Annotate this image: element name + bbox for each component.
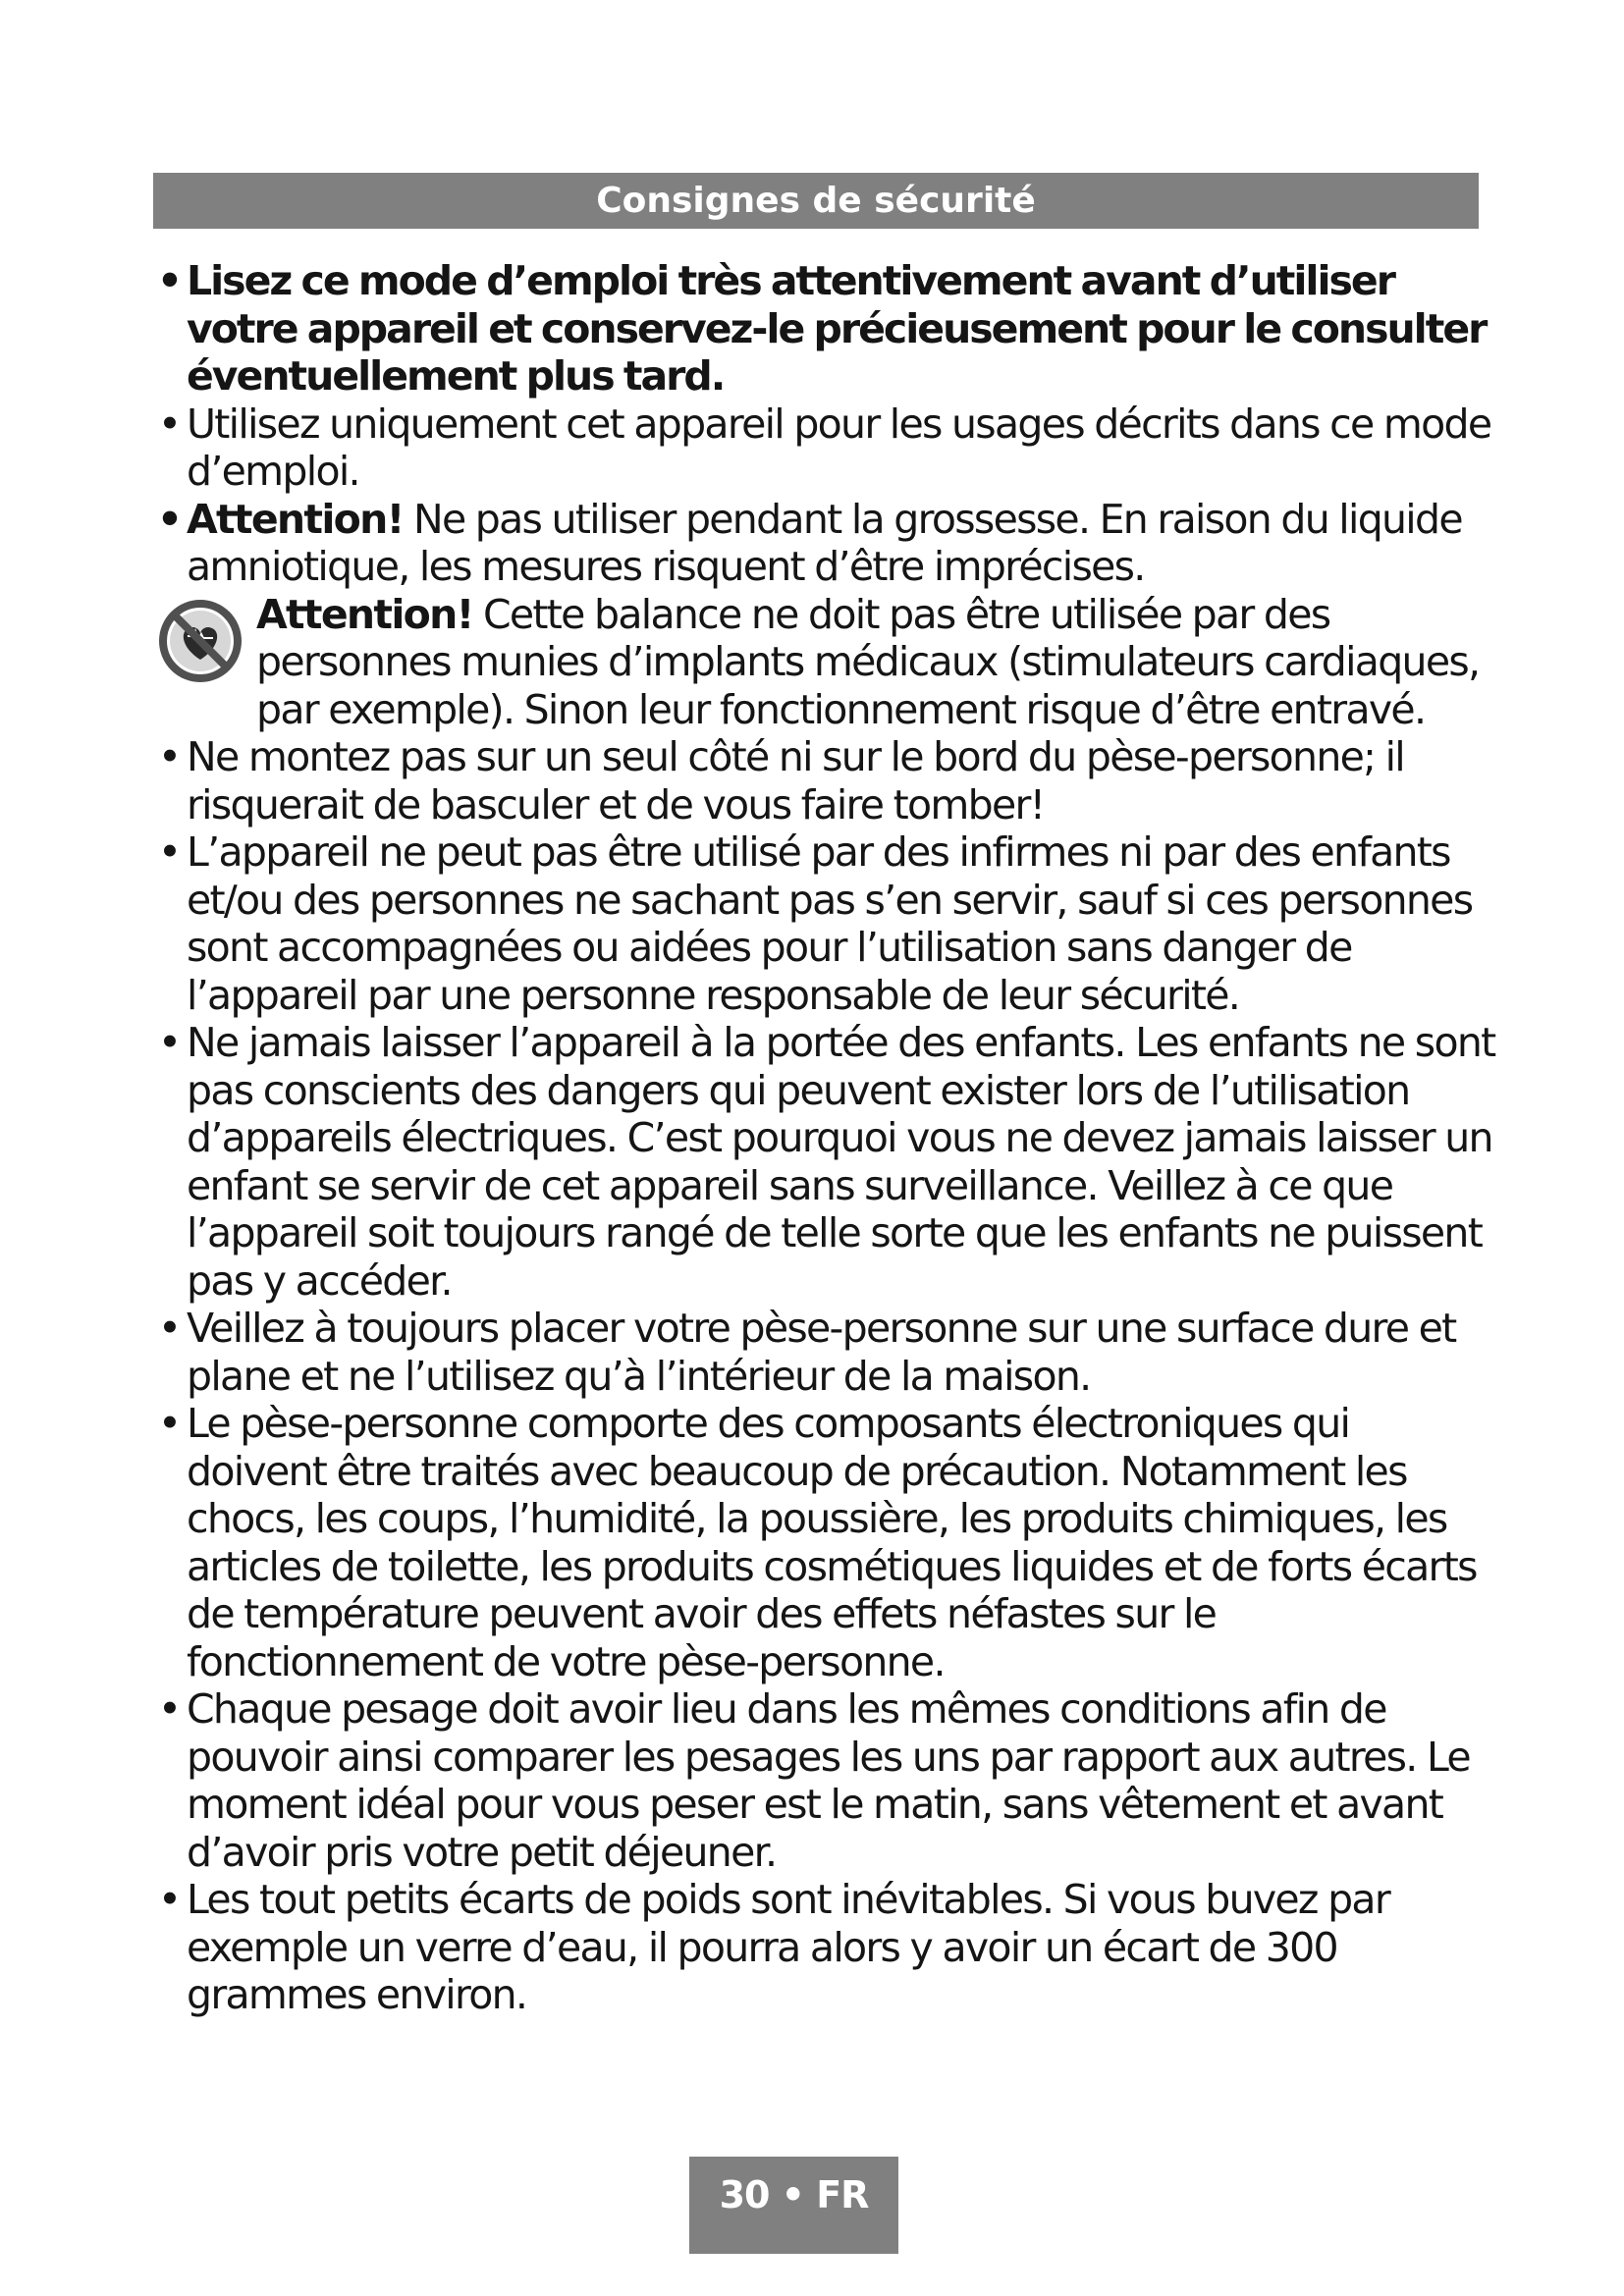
list-item xyxy=(153,733,1498,828)
list-item xyxy=(153,591,1498,734)
item-text: Chaque pesage doit avoir lieu dans les mêmes conditions afin de pouvoir ainsi comparer les pesages les uns par rapport aux autres. Le moment idéal pour vous peser est le matin, sans vêtement et avant d’avoir pris votre petit déjeuner. xyxy=(187,1685,1470,1876)
item-text: Utilisez uniquement cet appareil pour les usages décrits dans ce mode d’emploi. xyxy=(187,400,1491,495)
item-text: Ne jamais laisser l’appareil à la portée des enfants. Les enfants ne sont pas conscients des dangers qui peuvent exister lors de l’utilisation d’appareils électriques. C’est pourquoi vous ne devez jamais laisser un enfant se servir de cet appareil sans surveillance. Veillez à ce que l’appareil soit toujours rangé de telle sorte que les enfants ne puissent pas y accéder. xyxy=(187,1019,1495,1305)
bullet: • xyxy=(156,257,184,304)
item-text: Cette balance ne doit pas être utilisée par des personnes munies d’implants médicaux (stimulateurs cardiaques, par exemple). Sinon leur fonctionnement risque d’être entravé. xyxy=(256,590,1480,733)
bullet: • xyxy=(157,733,183,780)
bullet: • xyxy=(157,1305,183,1352)
bullet: • xyxy=(157,1685,183,1733)
bullet: • xyxy=(157,1876,183,1923)
bullet: • xyxy=(157,828,183,876)
item-text: Lisez ce mode d’emploi très attentivement avant d’utiliser votre appareil et conservez-le précieusement pour le consulter éventuellement plus tard. xyxy=(187,257,1487,400)
section-title: Consignes de sécurité xyxy=(153,173,1479,229)
list-item xyxy=(153,496,1498,591)
list-item xyxy=(153,828,1498,1019)
list-item xyxy=(153,1400,1498,1685)
list-item xyxy=(153,1019,1498,1305)
item-text: Veillez à toujours placer votre pèse-personne sur une surface dure et plane et ne l’utilisez qu’à l’intérieur de la maison. xyxy=(187,1305,1456,1400)
bullet: • xyxy=(156,495,184,543)
item-text: Le pèse-personne comporte des composants électroniques qui doivent être traités avec beaucoup de précaution. Notamment les chocs, les coups, l’humidité, la poussière, les produits chimiques, les articles de toilette, les produits cosmétiques liquides et de forts écarts de température peuvent avoir des effets néfastes sur le fonctionnement de votre pèse-personne. xyxy=(187,1400,1477,1685)
list-item xyxy=(153,257,1498,400)
bullet: • xyxy=(157,1019,183,1066)
page-number: 30 • FR xyxy=(689,2157,898,2254)
bullet: • xyxy=(157,400,183,448)
list-item xyxy=(153,1305,1498,1400)
list-item xyxy=(153,1876,1498,2019)
list-item xyxy=(153,400,1498,496)
item-text: Ne montez pas sur un seul côté ni sur le bord du pèse-personne; il risquerait de basculer et de vous faire tomber! xyxy=(187,733,1404,828)
safety-instructions-list xyxy=(153,257,1498,2019)
bullet: • xyxy=(157,1400,183,1447)
item-text: Les tout petits écarts de poids sont inévitables. Si vous buvez par exemple un verre d’eau, il pourra alors y avoir un écart de 300 grammes environ. xyxy=(187,1876,1389,2018)
warning-lead: Attention! xyxy=(256,590,473,638)
item-text: Ne pas utiliser pendant la grossesse. En raison du liquide amniotique, les mesures risquent d’être imprécises. xyxy=(187,495,1462,590)
no-pacemaker-icon xyxy=(158,599,243,683)
item-text: L’appareil ne peut pas être utilisé par des infirmes ni par des enfants et/ou des personnes ne sachant pas s’en servir, sauf si ces personnes sont accompagnées ou aidées pour l’utilisation sans danger de l’appareil par une personne responsable de leur sécurité. xyxy=(187,828,1473,1019)
warning-lead: Attention! xyxy=(187,495,404,543)
list-item xyxy=(153,1685,1498,1876)
